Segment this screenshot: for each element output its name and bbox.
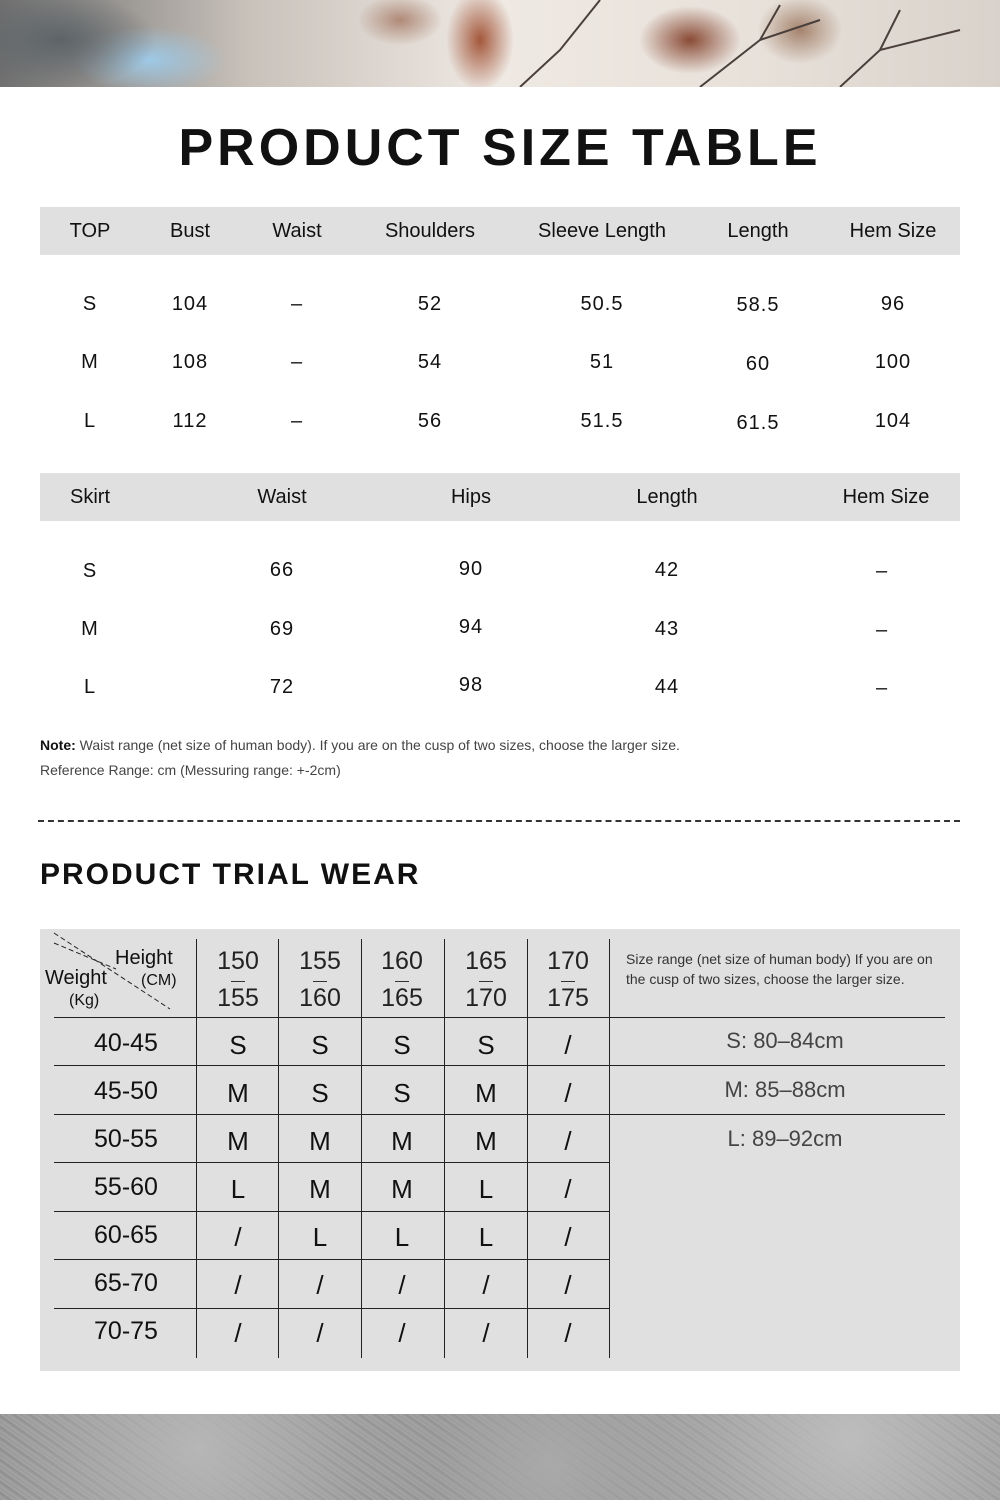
height-to: 175 xyxy=(547,984,589,1012)
height-to: 155 xyxy=(217,984,259,1012)
height-from: 160 xyxy=(381,947,423,975)
top-table-header xyxy=(40,207,960,255)
table-cell: 90 xyxy=(458,558,484,580)
height-header xyxy=(465,943,507,1017)
table-cell: 66 xyxy=(269,559,295,581)
table-cell: 61.5 xyxy=(736,412,780,434)
height-from: 170 xyxy=(547,947,589,975)
size-cell: M xyxy=(309,1174,331,1204)
size-cell: L xyxy=(312,1222,328,1252)
skirt-size-table xyxy=(40,473,960,713)
size-cell: / xyxy=(482,1270,490,1300)
table-cell: 52 xyxy=(417,293,443,315)
size-cell: / xyxy=(564,1078,572,1108)
size-cell: M xyxy=(391,1174,413,1204)
header-sleeve-length: Sleeve Length xyxy=(538,220,666,242)
top-size-table xyxy=(40,207,960,447)
size-cell: M xyxy=(475,1126,497,1156)
header-hips: Hips xyxy=(450,486,492,508)
table-cell: – xyxy=(290,410,304,432)
size-cell: M xyxy=(475,1078,497,1108)
height-from: 150 xyxy=(217,947,259,975)
size-cell: / xyxy=(316,1270,324,1300)
size-cell: S xyxy=(311,1030,329,1060)
size-cell: / xyxy=(564,1174,572,1204)
corner-height-label: Height xyxy=(115,947,173,969)
size-cell: S xyxy=(393,1078,411,1108)
header-waist: Waist xyxy=(257,486,307,508)
size-cell: L xyxy=(478,1174,494,1204)
weight-cell: 50-55 xyxy=(94,1125,158,1153)
table-cell: – xyxy=(290,351,304,373)
branches-decoration xyxy=(0,0,1000,87)
weight-cell: 65-70 xyxy=(94,1269,158,1297)
page-title: PRODUCT SIZE TABLE xyxy=(178,119,822,177)
table-cell: 112 xyxy=(172,410,208,432)
height-header xyxy=(217,943,259,1017)
size-cell: M xyxy=(227,1126,249,1156)
grid-line xyxy=(54,1065,945,1066)
table-cell: 108 xyxy=(171,351,209,373)
height-to: 160 xyxy=(299,984,341,1012)
table-cell: 94 xyxy=(458,616,484,638)
size-cell: / xyxy=(564,1126,572,1156)
header-shoulders: Shoulders xyxy=(384,220,476,242)
dashed-divider xyxy=(38,820,960,822)
table-cell: 56 xyxy=(417,410,443,432)
size-cell: / xyxy=(234,1270,242,1300)
table-cell: – xyxy=(875,677,889,699)
weight-cell: 45-50 xyxy=(94,1077,158,1105)
skirt-table-header xyxy=(40,473,960,521)
grid-line xyxy=(278,939,279,1358)
table-cell: S xyxy=(82,560,98,582)
table-cell: 58.5 xyxy=(736,294,780,316)
table-cell: 54 xyxy=(417,351,443,373)
corner-kg-label: (Kg) xyxy=(69,992,100,1009)
table-cell: 44 xyxy=(654,676,680,698)
table-cell: 51.5 xyxy=(580,410,624,432)
table-cell: 60 xyxy=(745,353,771,375)
grid-line xyxy=(527,939,528,1358)
height-from: 155 xyxy=(299,947,341,975)
table-cell: 98 xyxy=(458,674,484,696)
note-line xyxy=(40,737,680,753)
size-cell: / xyxy=(482,1318,490,1348)
table-cell: 51 xyxy=(589,351,615,373)
grid-line xyxy=(609,939,610,1358)
height-separator xyxy=(561,981,575,982)
table-cell: 69 xyxy=(269,618,295,640)
header-bust: Bust xyxy=(169,220,211,242)
size-cell: / xyxy=(316,1318,324,1348)
size-cell: / xyxy=(234,1318,242,1348)
bottom-photo-strip xyxy=(0,1414,1000,1500)
grid-line xyxy=(361,939,362,1358)
height-from: 165 xyxy=(465,947,507,975)
height-to: 170 xyxy=(465,984,507,1012)
size-cell: S xyxy=(477,1030,495,1060)
grid-line xyxy=(54,1017,945,1018)
height-header xyxy=(299,943,341,1017)
grid-line xyxy=(444,939,445,1358)
grid-line xyxy=(196,939,197,1358)
size-cell: / xyxy=(398,1270,406,1300)
table-cell: 43 xyxy=(654,618,680,640)
height-header xyxy=(381,943,423,1017)
note-text: Waist range (net size of human body). If you are on the cusp of two sizes, choose the larger size. xyxy=(75,737,680,753)
size-range-note: Size range (net size of human body) If you are on the cusp of two sizes, choose the larger size. xyxy=(626,951,933,987)
size-cell: / xyxy=(234,1222,242,1252)
header-hem-size: Hem Size xyxy=(849,220,937,242)
note-label: Note: xyxy=(40,737,76,753)
height-separator xyxy=(231,981,245,982)
height-header xyxy=(547,943,589,1017)
trial-wear-title: PRODUCT TRIAL WEAR xyxy=(40,858,421,891)
size-cell: S xyxy=(393,1030,411,1060)
height-separator xyxy=(395,981,409,982)
size-cell: L xyxy=(394,1222,410,1252)
header-skirt: Skirt xyxy=(70,486,110,508)
table-cell: – xyxy=(875,560,889,582)
header-waist: Waist xyxy=(272,220,322,242)
range-m: M: 85–88cm xyxy=(724,1077,846,1102)
table-cell: M xyxy=(81,351,99,373)
table-cell: 96 xyxy=(880,293,906,315)
height-to: 165 xyxy=(381,984,423,1012)
height-separator xyxy=(313,981,327,982)
size-cell: / xyxy=(564,1222,572,1252)
size-cell: / xyxy=(398,1318,406,1348)
table-cell: 100 xyxy=(874,351,912,373)
trial-wear-table xyxy=(40,929,960,1371)
table-cell: 104 xyxy=(171,293,209,315)
size-cell: / xyxy=(564,1318,572,1348)
size-cell: S xyxy=(229,1030,247,1060)
table-cell: S xyxy=(82,293,98,315)
table-cell: – xyxy=(290,293,304,315)
table-cell: 104 xyxy=(874,410,912,432)
weight-cell: 40-45 xyxy=(94,1029,158,1057)
weight-cell: 55-60 xyxy=(94,1173,158,1201)
header-top: TOP xyxy=(69,220,111,242)
header-length: Length xyxy=(636,486,698,508)
table-cell: – xyxy=(875,619,889,641)
table-cell: 72 xyxy=(269,676,295,698)
size-cell: / xyxy=(564,1030,572,1060)
size-cell: L xyxy=(230,1174,246,1204)
range-s: S: 80–84cm xyxy=(726,1028,844,1053)
weight-cell: 70-75 xyxy=(94,1317,158,1345)
header-hem-size: Hem Size xyxy=(842,486,930,508)
size-cell: S xyxy=(311,1078,329,1108)
height-separator xyxy=(479,981,493,982)
range-l: L: 89–92cm xyxy=(727,1126,843,1151)
size-cell: M xyxy=(309,1126,331,1156)
size-cell: / xyxy=(564,1270,572,1300)
header-length: Length xyxy=(727,220,789,242)
corner-weight-label: Weight xyxy=(45,967,107,989)
table-cell: 42 xyxy=(654,559,680,581)
size-cell: M xyxy=(227,1078,249,1108)
size-cell: L xyxy=(478,1222,494,1252)
grid-line xyxy=(54,1114,945,1115)
top-photo-strip xyxy=(0,0,1000,87)
corner-cm-label: (CM) xyxy=(141,972,177,989)
table-cell: M xyxy=(81,618,99,640)
table-cell: 50.5 xyxy=(580,293,624,315)
table-cell: L xyxy=(83,676,97,698)
weight-cell: 60-65 xyxy=(94,1221,158,1249)
reference-range: Reference Range: cm (Messuring range: +-2cm) xyxy=(40,762,341,778)
size-cell: M xyxy=(391,1126,413,1156)
table-cell: L xyxy=(83,410,97,432)
